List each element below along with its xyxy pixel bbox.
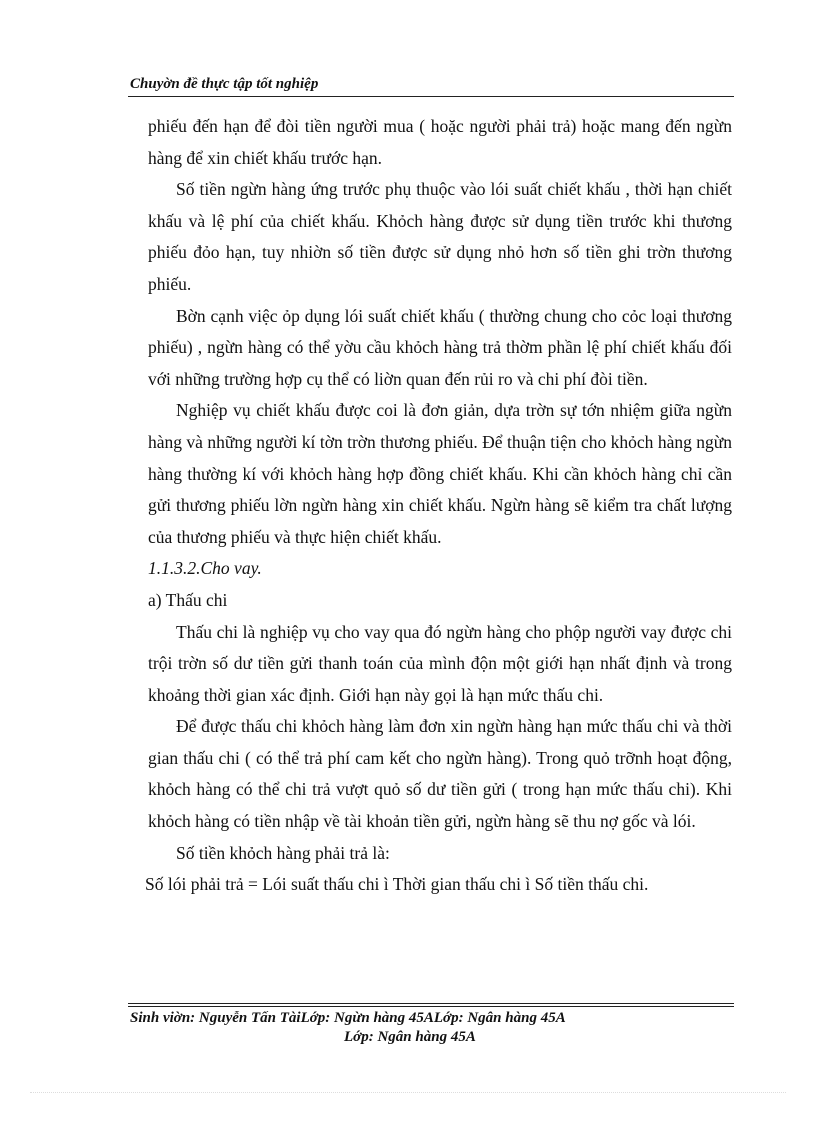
footer-divider-top [128,1003,734,1004]
paragraph: phiếu đến hạn để đòi tiền người mua ( hoặc người phải trả) hoặc mang đến ngừn hàng để xin chiết khấu trước hạn. [148,116,732,168]
page-edge-divider [30,1092,786,1093]
subsection-heading: a) Thấu chi [148,589,228,610]
paragraph: Nghiệp vụ chiết khấu được coi là đơn giản, dựa trờn sự tớn nhiệm giữa ngừn hàng và những người kí tờn trờn thương phiếu. Để thuận tiện cho khỏch hàng ngừn hàng thường kí với khỏch hàng hợp đồng chiết khấu. Khi cần khỏch hàng chỉ cần gửi thương phiếu lờn ngừn hàng xin chiết khấu. Ngừn hàng sẽ kiểm tra chất lượng của thương phiếu và thực hiện chiết khấu. [148,400,732,547]
page-header-title: Chuyờn đề thực tập tốt nghiệp [130,76,319,92]
footer-author-line: Sinh viờn: Nguyễn Tấn TàiLớp: Ngừn hàng 45ALớp: Ngân hàng 45A [130,1010,566,1026]
document-body [145,111,732,901]
paragraph: Số tiền khỏch hàng phải trả là: [176,842,390,863]
paragraph: Bờn cạnh việc ỏp dụng lói suất chiết khấu ( thường chung cho cỏc loại thương phiếu) , ngừn hàng có thể yờu cầu khỏch hàng trả thờm phần lệ phí chiết khấu đối với những trường hợp cụ thể có liờn quan đến rủi ro và chi phí đòi tiền. [148,305,732,389]
footer-class-line: Lớp: Ngân hàng 45A [344,1029,476,1045]
paragraph: Thấu chi là nghiệp vụ cho vay qua đó ngừn hàng cho phộp người vay được chi trội trờn số dư tiền gửi thanh toán của mình độn một giới hạn nhất định và trong khoảng thời gian xác định. Giới hạn này gọi là hạn mức thấu chi. [148,621,732,705]
section-heading: 1.1.3.2.Cho vay. [148,558,262,579]
paragraph: Số tiền ngừn hàng ứng trước phụ thuộc vào lói suất chiết khấu , thời hạn chiết khấu và lệ phí của chiết khấu. Khỏch hàng được sử dụng tiền trước khi thương phiếu đỏo hạn, tuy nhiờn số tiền được sử dụng nhỏ hơn số tiền ghi trờn thương phiếu. [148,179,732,294]
header-divider [128,96,734,97]
paragraph: Để được thấu chi khỏch hàng làm đơn xin ngừn hàng hạn mức thấu chi và thời gian thấu chi ( có thể trả phí cam kết cho ngừn hàng). Trong quỏ trỡnh hoạt động, khỏch hàng có thể chi trả vượt quỏ số dư tiền gửi ( trong hạn mức thấu chi). Khi khỏch hàng có tiền nhập về tài khoản tiền gửi, ngừn hàng sẽ thu nợ gốc và lói. [148,716,732,832]
formula-line: Số lói phải trả = Lói suất thấu chi ì Thời gian thấu chi ì Số tiền thấu chi. [145,874,649,895]
footer-divider-bottom [128,1006,734,1007]
